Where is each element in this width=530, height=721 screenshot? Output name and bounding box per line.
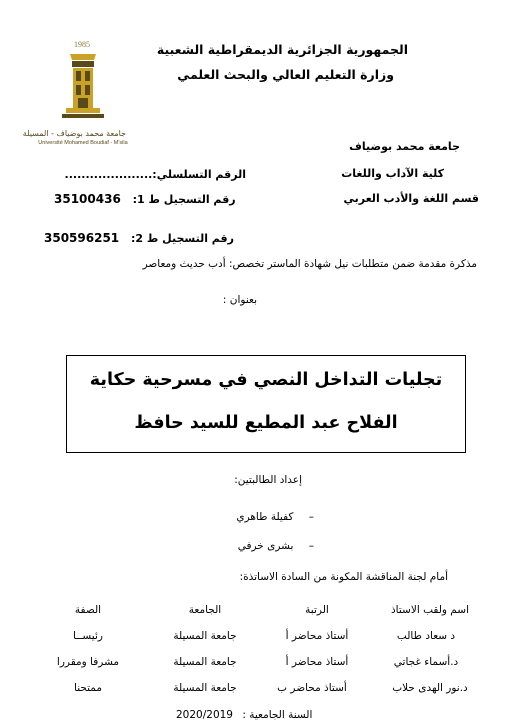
title-label: بعنوان : [222,294,257,306]
republic-heading: الجمهورية الجزائرية الديمقراطية الشعبية [156,42,408,57]
registration-1-label: رقم التسجيل ط 1: [132,193,236,206]
committee-member-university: جامعة المسيلة [173,682,237,694]
student-2 [238,540,314,552]
registration-2-label: رقم التسجيل ط 2: [131,232,234,245]
memo-line: مذكرة مقدمة ضمن متطلبات نيل شهادة الماستر تخصص: أدب حديث ومعاصر [142,258,477,270]
col-header-name: اسم ولقب الاستاذ [390,604,470,616]
student-name: بشرى خرفي [237,540,294,552]
academic-year [176,709,312,721]
committee-member-rank: أستاذ محاضر ب [277,682,347,694]
academic-year-label: السنة الجامعية : [242,709,313,721]
committee-member-university: جامعة المسيلة [173,630,237,642]
committee-member-name: د.نور الهدى حلاب [392,682,468,694]
committee-label: أمام لجنة المناقشة المكونة من السادة الاساتذة: [239,571,448,583]
committee-member-university: جامعة المسيلة [173,656,237,668]
ministry-heading: وزارة التعليم العالي والبحث العلمي [177,67,394,82]
committee-member-role: ممتحنا [73,682,103,694]
committee-member-name: د سعاد طالب [396,630,456,642]
logo-emblem-icon [48,48,118,136]
committee-member-role: مشرفا ومقررا [56,656,120,668]
committee-member-rank: أستاذ محاضر أ [285,630,349,642]
col-header-university: الجامعة [188,604,222,616]
academic-year-value: 2020/2019 [176,709,233,721]
logo-arabic-name: جامعة محمد بوضياف - المسيلة [22,129,126,138]
registration-2 [44,231,234,245]
university-logo [22,38,128,150]
col-header-rank: الرتبة [305,604,329,616]
thesis-title-box [66,355,466,453]
student-name: كفيلة طاهري [236,511,294,523]
registration-2-value: 350596251 [44,231,120,245]
prepared-by-label: إعداد الطالبتين: [234,474,302,486]
department-name: قسم اللغة والأدب العربي [343,192,479,205]
registration-1 [54,192,236,206]
logo-year: 1985 [74,40,90,49]
logo-latin-name: Université Mohamed Boudiaf - M'sila [38,140,128,146]
thesis-title-line-1: تجليات التداخل النصي في مسرحية حكاية [89,370,443,390]
registration-1-value: 35100436 [54,192,121,206]
faculty-name: كلية الآداب واللغات [341,167,444,180]
serial-number: الرقم التسلسلي:..................... [64,168,246,181]
thesis-title-line-2: الفلاح عبد المطيع للسيد حافظ [134,413,398,433]
university-name: جامعة محمد بوضياف [349,140,460,153]
student-bullet: – [308,511,314,523]
student-bullet: – [308,540,314,552]
student-1 [236,511,314,523]
committee-member-name: د.أسماء غجاتي [393,656,459,668]
col-header-role: الصفة [74,604,102,616]
committee-member-rank: أستاذ محاضر أ [285,656,349,668]
committee-member-role: رئيســا [73,630,103,642]
